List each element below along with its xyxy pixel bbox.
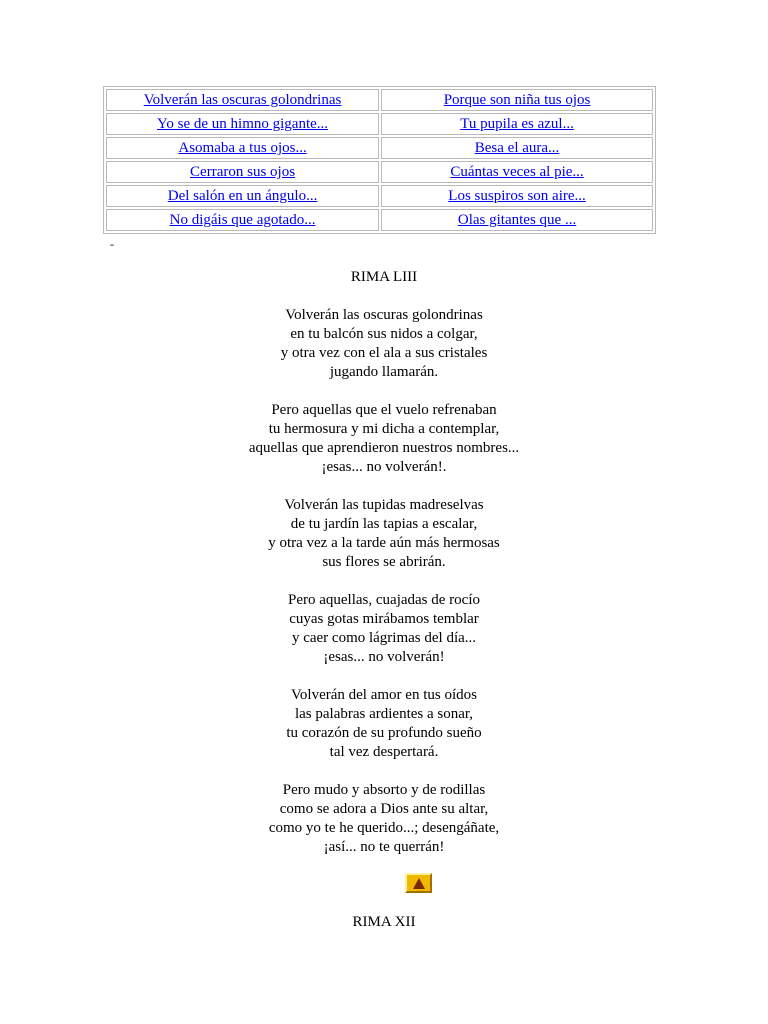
verse-line: ¡así... no te querrán! xyxy=(323,839,445,855)
index-link[interactable]: Los suspiros son aire... xyxy=(448,188,586,204)
index-cell xyxy=(381,185,653,207)
stanza xyxy=(0,781,768,857)
up-arrow-icon xyxy=(413,878,425,889)
stanza xyxy=(0,401,768,477)
index-cell xyxy=(381,89,653,111)
index-link[interactable]: Volverán las oscuras golondrinas xyxy=(143,92,342,108)
verse-line: Volverán las oscuras golondrinas xyxy=(285,307,483,323)
index-link[interactable]: Porque son niña tus ojos xyxy=(443,92,591,108)
next-poem-title: RIMA XII xyxy=(352,914,416,930)
index-cell xyxy=(106,137,379,159)
index-link[interactable]: Asomaba a tus ojos... xyxy=(178,140,307,156)
separator-dash: - xyxy=(110,237,114,251)
verse-line: tu corazón de su profundo sueño xyxy=(286,725,482,741)
verse-line: tal vez despertará. xyxy=(329,744,439,760)
index-cell xyxy=(106,113,379,135)
index-link[interactable]: Cerraron sus ojos xyxy=(190,164,296,180)
index-link[interactable]: Yo se de un himno gigante... xyxy=(157,116,329,132)
index-row xyxy=(106,137,653,159)
verse-line: como se adora a Dios ante su altar, xyxy=(279,801,489,817)
back-to-top-button[interactable] xyxy=(405,873,432,893)
verse-line: Volverán del amor en tus oídos xyxy=(291,687,477,703)
index-cell xyxy=(106,89,379,111)
index-row xyxy=(106,113,653,135)
verse-line: cuyas gotas mirábamos temblar xyxy=(289,611,479,627)
poem-title: RIMA LIII xyxy=(350,269,418,285)
index-link[interactable]: Cuántas veces al pie... xyxy=(450,164,584,180)
verse-line: Pero aquellas que el vuelo refrenaban xyxy=(271,402,497,418)
poem-rima-liii xyxy=(0,268,768,876)
verse-line: de tu jardín las tapias a escalar, xyxy=(290,516,478,532)
verse-line: jugando llamarán. xyxy=(329,364,439,380)
verse-line: y caer como lágrimas del día... xyxy=(291,630,477,646)
index-link[interactable]: Besa el aura... xyxy=(474,140,560,156)
verse-line: Pero mudo y absorto y de rodillas xyxy=(282,782,486,798)
index-row xyxy=(106,185,653,207)
index-cell xyxy=(381,161,653,183)
verse-line: las palabras ardientes a sonar, xyxy=(294,706,474,722)
index-row xyxy=(106,209,653,231)
stanza xyxy=(0,306,768,382)
verse-line: tu hermosura y mi dicha a contemplar, xyxy=(268,421,500,437)
index-cell xyxy=(106,185,379,207)
verse-line: en tu balcón sus nidos a colgar, xyxy=(290,326,478,342)
index-link[interactable]: No digáis que agotado... xyxy=(169,212,316,228)
index-cell xyxy=(106,161,379,183)
index-link[interactable]: Del salón en un ángulo... xyxy=(167,188,318,204)
index-row xyxy=(106,89,653,111)
verse-line: y otra vez a la tarde aún más hermosas xyxy=(268,535,500,551)
stanza xyxy=(0,496,768,572)
index-cell xyxy=(381,113,653,135)
verse-line: Pero aquellas, cuajadas de rocío xyxy=(287,592,480,608)
index-link[interactable]: Olas gitantes que ... xyxy=(457,212,577,228)
verse-line: ¡esas... no volverán!. xyxy=(321,459,447,475)
verse-line: y otra vez con el ala a sus cristales xyxy=(280,345,488,361)
index-link[interactable]: Tu pupila es azul... xyxy=(460,116,574,132)
index-cell xyxy=(381,137,653,159)
index-cell xyxy=(381,209,653,231)
verse-line: ¡esas... no volverán! xyxy=(323,649,445,665)
index-row xyxy=(106,161,653,183)
stanza xyxy=(0,591,768,667)
verse-line: Volverán las tupidas madreselvas xyxy=(284,497,484,513)
verse-line: como yo te he querido...; desengáñate, xyxy=(268,820,500,836)
verse-line: sus flores se abrirán. xyxy=(322,554,446,570)
index-cell xyxy=(106,209,379,231)
poem-body xyxy=(0,306,768,857)
verse-line: aquellas que aprendieron nuestros nombres... xyxy=(248,440,520,456)
poem-index-table xyxy=(103,86,656,234)
stanza xyxy=(0,686,768,762)
